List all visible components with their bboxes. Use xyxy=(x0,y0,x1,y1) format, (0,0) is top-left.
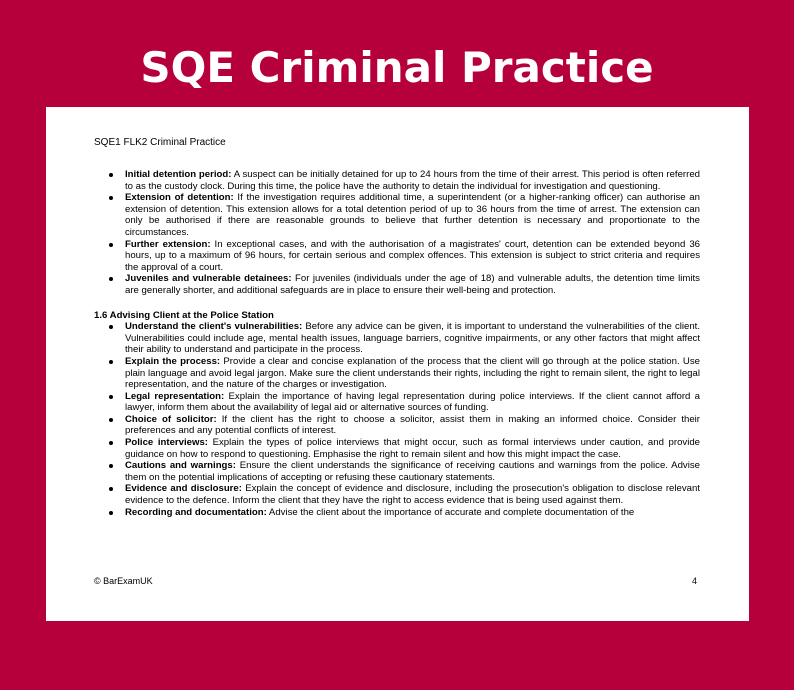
bullet-icon xyxy=(109,418,113,422)
list-item xyxy=(94,321,700,356)
list-item xyxy=(94,192,700,238)
bullet-icon xyxy=(109,395,113,399)
bullet-icon xyxy=(109,173,113,177)
page-number: 4 xyxy=(692,576,698,586)
list-item-text: Ensure the client understands the significance of receiving cautions and warnings from the police. Advise them on the potential implications of accepting or refusing these cautionary statements. xyxy=(125,460,700,483)
list-item xyxy=(94,239,700,274)
list-item xyxy=(94,391,700,414)
list-item xyxy=(94,437,700,460)
list-item xyxy=(94,356,700,391)
list-item-term: Explain the process: xyxy=(125,355,221,367)
footer-copyright: © BarExamUK xyxy=(94,576,153,586)
detention-list xyxy=(94,169,700,297)
list-item-text: A suspect can be initially detained for up to 24 hours from the time of their arrest. This period is often referred to as the custody clock. During this time, the police have the authority to detain the individual for investigation and questioning. xyxy=(125,169,700,192)
bullet-icon xyxy=(109,196,113,200)
list-item-text: If the client has the right to choose a solicitor, assist them in making an informed choice. Consider their preferences and any potential conflicts of interest. xyxy=(125,413,700,437)
list-item-term: Initial detention period: xyxy=(125,169,232,180)
list-item-term: Evidence and disclosure: xyxy=(125,483,242,495)
list-item-text: Explain the concept of evidence and disclosure, including the prosecution's obligation to disclose relevant evidence to the defence. Inform the client that they have the right to access evidence that is being used against them. xyxy=(125,483,700,507)
list-item xyxy=(94,414,700,437)
list-item-text: Advise the client about the importance of accurate and complete documentation of the xyxy=(266,506,635,518)
bullet-icon xyxy=(109,511,113,515)
bullet-icon xyxy=(109,441,113,445)
bullet-icon xyxy=(109,464,113,468)
bullet-icon xyxy=(109,243,113,247)
list-item xyxy=(94,169,700,192)
list-item-term: Choice of solicitor: xyxy=(125,413,217,425)
list-item xyxy=(94,507,700,519)
banner-title: SQE Criminal Practice xyxy=(140,43,654,92)
document-body xyxy=(94,169,700,518)
list-item-term: Extension of detention: xyxy=(125,192,234,204)
section-heading: 1.6 Advising Client at the Police Station xyxy=(94,309,274,321)
bullet-icon xyxy=(109,360,113,364)
list-item-term: Police interviews: xyxy=(125,437,208,449)
bullet-icon xyxy=(109,325,113,329)
document-header: SQE1 FLK2 Criminal Practice xyxy=(94,137,226,148)
list-item xyxy=(94,273,700,296)
list-item-text: Provide a clear and concise explanation of the process that the client will go through at the police station. Use plain language and avoid legal jargon. Make sure the client understands their rights, including the right to remain silent, the right to legal representation, and the nature of the charges or investigation. xyxy=(125,355,700,391)
list-item-term: Legal representation: xyxy=(125,390,225,402)
bullet-icon xyxy=(109,277,113,281)
list-item xyxy=(94,460,700,483)
bullet-icon xyxy=(109,487,113,491)
list-item-text: Before any advice can be given, it is important to understand the vulnerabilities of the client. Vulnerabilities could include age, mental health issues, language barriers, cognitive impairments, or any other factors that might affect their ability to understand and participate in the process. xyxy=(125,321,701,356)
list-item-text: Explain the importance of having legal representation during police interviews. If the client cannot afford a lawyer, inform them about the availability of legal aid or alternative sources of funding. xyxy=(125,390,700,414)
document-page xyxy=(46,107,749,621)
list-item-text: Explain the types of police interviews that might occur, such as formal interviews under caution, and provide guidance on how to respond to questioning. Emphasise the right to remain silent and how this might impact the case. xyxy=(125,437,700,460)
list-item-term: Understand the client's vulnerabilities: xyxy=(125,321,303,333)
list-item-text: If the investigation requires additional time, a superintendent (or a higher-ranking officer) can authorise an extension of detention. This extension allows for a total detention period of up to 36 hours from the time of arrest. The extension can only be authorised if there are reasonable grounds to believe that further detention is necessary and proportionate to the circumstances. xyxy=(125,192,700,238)
advising-list xyxy=(94,321,700,518)
list-item-term: Cautions and warnings: xyxy=(125,460,236,472)
list-item xyxy=(94,483,700,506)
list-item-term: Recording and documentation: xyxy=(125,506,267,518)
list-item-text: For juveniles (individuals under the age of 18) and vulnerable adults, the detention time limits are generally shorter, and additional safeguards are in place to ensure their well-being and protection. xyxy=(125,273,700,296)
list-item-term: Further extension: xyxy=(125,238,211,250)
list-item-text: In exceptional cases, and with the authorisation of a magistrates' court, detention can be extended beyond 36 hours, up to a maximum of 96 hours, for certain serious and complex offences. This extension is subject to strict criteria and requires the approval of a court. xyxy=(125,238,700,273)
list-item-term: Juveniles and vulnerable detainees: xyxy=(125,273,292,285)
